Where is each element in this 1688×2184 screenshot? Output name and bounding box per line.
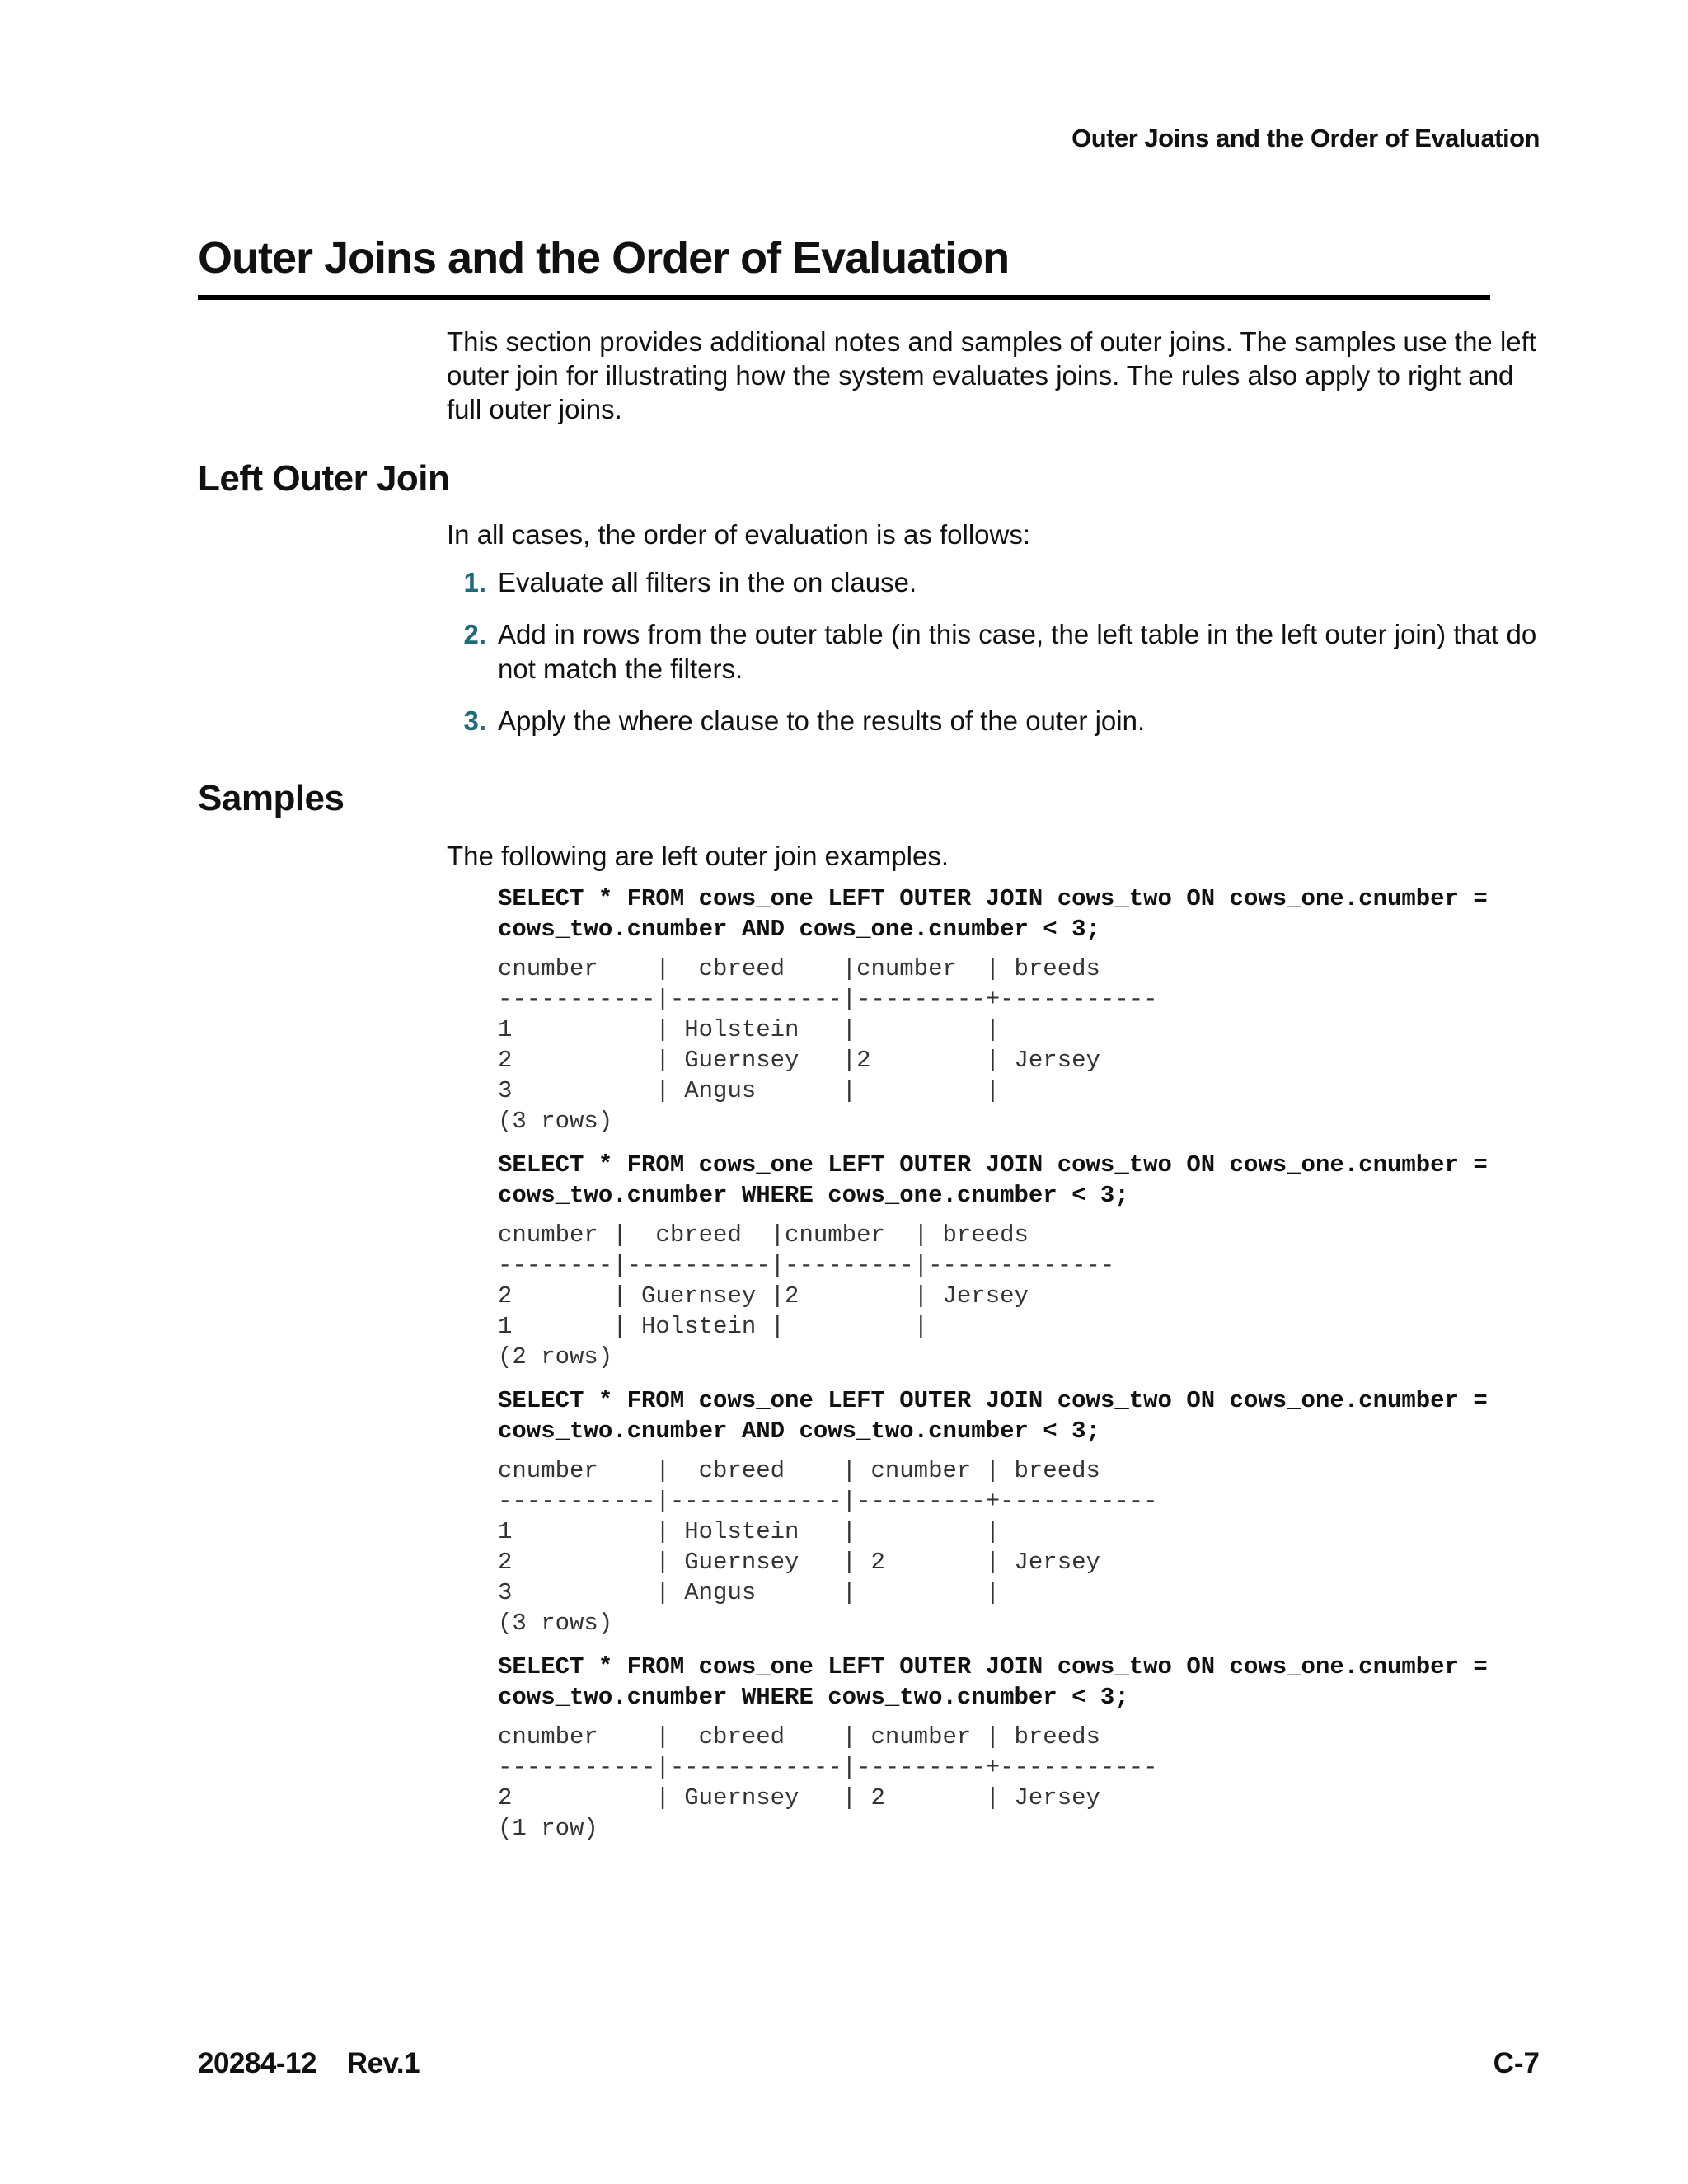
- step-text: Apply the where clause to the results of the outer join.: [498, 705, 1146, 736]
- query-result-1: cnumber | cbreed |cnumber | breeds -----------|------------|---------+----------- 1 | Holstein | | 2 | Guernsey |2 | Jersey 3 | Angus | | (3 rows): [498, 955, 1158, 1135]
- sql-query-4: SELECT * FROM cows_one LEFT OUTER JOIN cows_two ON cows_one.cnumber = cows_two.cnumber WHERE cows_two.cnumber < 3;: [498, 1653, 1488, 1711]
- step-number: 1.: [463, 567, 486, 598]
- query-result-4: cnumber | cbreed | cnumber | breeds -----------|------------|---------+----------- 2 | Guernsey | 2 | Jersey (1 row): [498, 1723, 1158, 1842]
- step-text: Evaluate all filters in the on clause.: [498, 567, 917, 598]
- query-result-2: cnumber | cbreed |cnumber | breeds --------|----------|---------|------------- 2 | Guernsey |2 | Jersey 1 | Holstein | | (2 rows): [498, 1221, 1115, 1371]
- step-item: [447, 565, 1543, 600]
- section-heading-samples: Samples: [198, 778, 345, 818]
- step-number: 2.: [463, 619, 486, 649]
- step-item: [447, 617, 1543, 687]
- query-result-3: cnumber | cbreed | cnumber | breeds -----------|------------|---------+----------- 1 | Holstein | | 2 | Guernsey | 2 | Jersey 3 | Angus | | (3 rows): [498, 1457, 1158, 1637]
- sql-query-2: SELECT * FROM cows_one LEFT OUTER JOIN cows_two ON cows_one.cnumber = cows_two.cnumber WHERE cows_one.cnumber < 3;: [498, 1151, 1488, 1209]
- chapter-title: Outer Joins and the Order of Evaluation: [198, 233, 1010, 283]
- footer-page-number: C-7: [1493, 2047, 1540, 2079]
- running-header: Outer Joins and the Order of Evaluation: [1071, 124, 1540, 152]
- samples-block: [498, 883, 1569, 1857]
- footer-doc-id: 20284-12 Rev.1: [198, 2047, 420, 2079]
- evaluation-steps: [447, 565, 1543, 756]
- intro-paragraph: This section provides additional notes and samples of outer joins. The samples use the left outer join for illustrating how the system evaluates joins. The rules also apply to right and full outer joins.: [447, 326, 1536, 424]
- samples-lead: The following are left outer join examples.: [447, 841, 949, 871]
- step-item: [447, 704, 1543, 738]
- title-rule: [198, 295, 1490, 300]
- section-heading-left-outer-join: Left Outer Join: [198, 458, 450, 499]
- evaluation-order-lead: In all cases, the order of evaluation is as follows:: [447, 519, 1031, 550]
- step-number: 3.: [463, 705, 486, 736]
- step-text: Add in rows from the outer table (in this case, the left table in the left outer join) that do not match the filters.: [498, 619, 1537, 684]
- sql-query-3: SELECT * FROM cows_one LEFT OUTER JOIN cows_two ON cows_one.cnumber = cows_two.cnumber AND cows_two.cnumber < 3;: [498, 1387, 1488, 1445]
- sql-query-1: SELECT * FROM cows_one LEFT OUTER JOIN cows_two ON cows_one.cnumber = cows_two.cnumber AND cows_one.cnumber < 3;: [498, 885, 1488, 943]
